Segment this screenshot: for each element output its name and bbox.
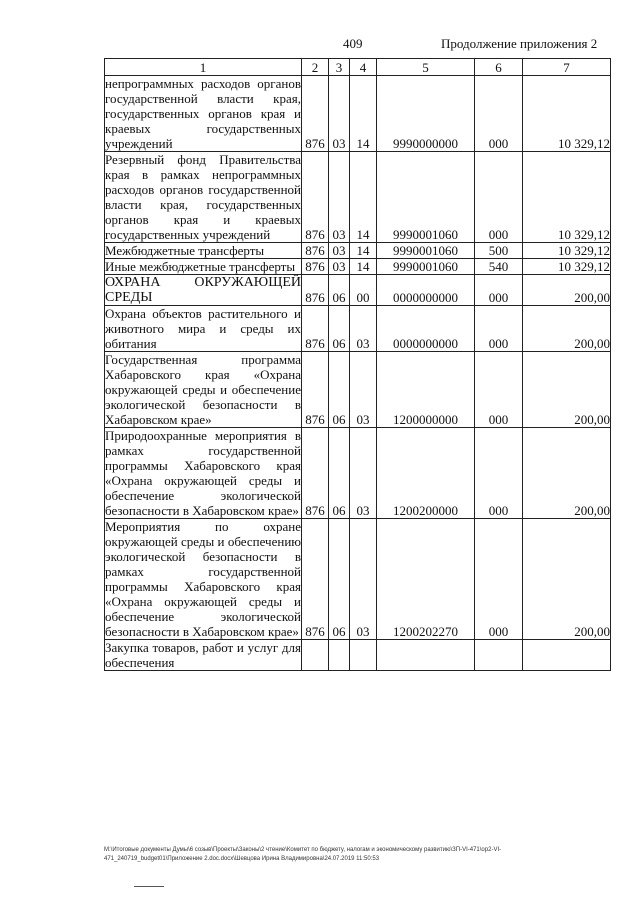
cell-gr-code: 876 [302,259,329,275]
cell-amount: 10 329,12 [523,152,611,243]
row-name: Государственная программа Хабаровского края «Охрана окружающей среды и обеспечение экологической безопасности в Хабаровском крае» [105,352,301,427]
cell-amount [523,640,611,671]
cell-target-article: 9990001060 [377,243,475,259]
row-name: непрограммных расходов органов государственной власти края, государственных органов края и краевых государственных учреждений [105,76,301,151]
cell-section: 03 [329,76,350,152]
cell-section: 03 [329,259,350,275]
row-name: ОХРАНА ОКРУЖАЮЩЕЙ СРЕДЫ [105,275,301,305]
column-number-row [105,59,611,76]
cell-subsection: 03 [350,428,377,519]
table-row [105,275,611,306]
cell-gr-code: 876 [302,76,329,152]
cell-expense-type: 000 [475,519,523,640]
budget-table [104,58,611,671]
cell-expense-type: 540 [475,259,523,275]
cell-amount: 10 329,12 [523,243,611,259]
table-row [105,306,611,352]
cell-target-article: 0000000000 [377,275,475,306]
cell-expense-type: 000 [475,428,523,519]
cell-target-article: 9990000000 [377,76,475,152]
cell-section: 03 [329,243,350,259]
document-path-footer [104,846,614,864]
cell-section: 06 [329,306,350,352]
cell-section: 06 [329,352,350,428]
row-name: Закупка товаров, работ и услуг для обеспечения [105,640,301,670]
cell-target-article [377,640,475,671]
cell-amount: 200,00 [523,352,611,428]
cell-gr-code: 876 [302,352,329,428]
table-row [105,76,611,152]
cell-gr-code: 876 [302,519,329,640]
table-row [105,352,611,428]
table-row [105,152,611,243]
cell-subsection: 03 [350,519,377,640]
table-row [105,259,611,275]
cell-gr-code: 876 [302,243,329,259]
cell-target-article: 1200200000 [377,428,475,519]
cell-section: 06 [329,428,350,519]
cell-gr-code: 876 [302,428,329,519]
column-number: 4 [350,59,377,76]
cell-subsection: 14 [350,243,377,259]
table-row [105,243,611,259]
column-number: 6 [475,59,523,76]
cell-amount: 10 329,12 [523,76,611,152]
row-name: Резервный фонд Правительства края в рамках непрограммных расходов органов государственной власти края, государственных органов края и краевых государственных учреждений [105,152,301,242]
appendix-continuation-note: Продолжение приложения 2 [441,36,598,51]
row-name: Мероприятия по охране окружающей среды и обеспечению экологической безопасности в рамках государственной программы Хабаровского края «Охрана окружающей среды и обеспечение экологической безопасности в Хабаровском крае» [105,519,301,639]
scan-mark [134,886,164,887]
cell-gr-code [302,640,329,671]
row-name: Природоохранные мероприятия в рамках государственной программы Хабаровского края «Охрана окружающей среды и обеспечение экологической безопасности в Хабаровском крае» [105,428,301,518]
cell-section: 06 [329,519,350,640]
column-number: 1 [105,59,302,76]
cell-expense-type: 000 [475,306,523,352]
row-name: Иные межбюджетные трансферты [105,259,302,275]
column-number: 3 [329,59,350,76]
cell-target-article: 1200000000 [377,352,475,428]
row-name: Межбюджетные трансферты [105,243,302,259]
row-name: Охрана объектов растительного и животного мира и среды их обитания [105,306,301,351]
cell-subsection: 00 [350,275,377,306]
cell-target-article: 9990001060 [377,259,475,275]
cell-section: 06 [329,275,350,306]
cell-expense-type: 500 [475,243,523,259]
column-number: 7 [523,59,611,76]
cell-target-article: 9990001060 [377,152,475,243]
cell-amount: 200,00 [523,519,611,640]
cell-section: 03 [329,152,350,243]
cell-expense-type [475,640,523,671]
cell-subsection: 14 [350,152,377,243]
cell-amount: 200,00 [523,275,611,306]
table-row [105,519,611,640]
cell-expense-type: 000 [475,76,523,152]
footer-path-line: 471_240719_budget01\Приложение 2.doc.docx\Шевцова Ирина Владимировна\24.07.2019 11:50:53 [104,856,380,862]
cell-subsection: 14 [350,259,377,275]
cell-subsection [350,640,377,671]
cell-amount: 10 329,12 [523,259,611,275]
cell-expense-type: 000 [475,352,523,428]
cell-amount: 200,00 [523,428,611,519]
cell-subsection: 03 [350,306,377,352]
cell-section [329,640,350,671]
column-number: 2 [302,59,329,76]
cell-expense-type: 000 [475,275,523,306]
page-number: 409 [343,36,363,51]
cell-amount: 200,00 [523,306,611,352]
footer-path-line: M:\Итоговые документы Думы\6 созыв\Проекты\Законы\2 чтение\Комитет по бюджету, налогам и экономическому развитию\ЗП-VI-471\ор2-VI- [104,847,502,853]
table-row [105,428,611,519]
cell-gr-code: 876 [302,275,329,306]
table-row [105,640,611,671]
cell-gr-code: 876 [302,152,329,243]
cell-expense-type: 000 [475,152,523,243]
cell-target-article: 0000000000 [377,306,475,352]
cell-target-article: 1200202270 [377,519,475,640]
cell-subsection: 03 [350,352,377,428]
cell-subsection: 14 [350,76,377,152]
cell-gr-code: 876 [302,306,329,352]
column-number: 5 [377,59,475,76]
